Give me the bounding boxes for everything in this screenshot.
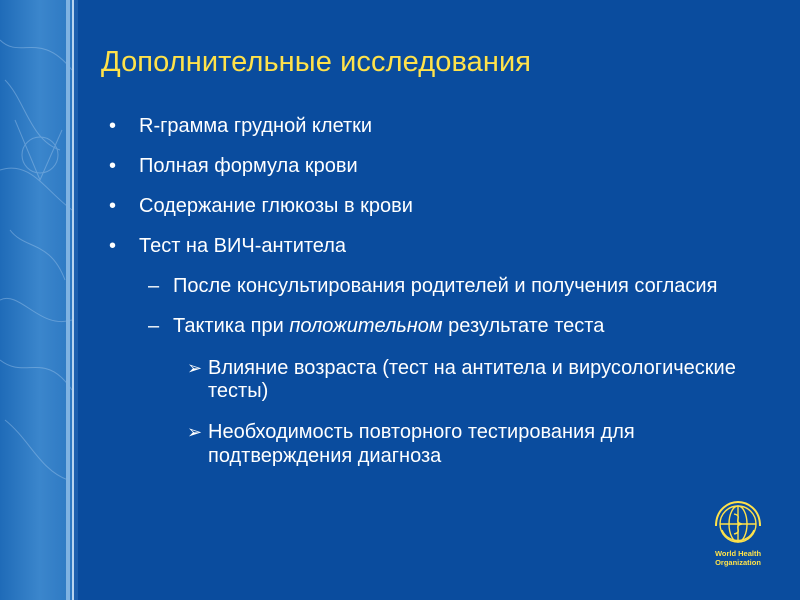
slide-title: Дополнительные исследования [101,46,532,78]
band-pattern [0,0,72,600]
decorative-side-band [0,0,72,600]
arrow-item-line: Необходимость повторного тестирования для [208,421,635,443]
band-line [74,0,78,600]
bullet-marker: • [109,155,117,177]
sub-bullet-text: результате теста [442,315,605,337]
sub-bullet-text: Тактика при [173,315,290,337]
arrow-marker: ➢ [187,422,203,442]
dash-marker: – [148,275,160,297]
dash-marker: – [148,315,160,337]
arrow-item-line: Влияние возраста (тест на антитела и вирусологические [208,357,736,379]
bullet-item: Тест на ВИЧ-антитела [139,235,347,257]
who-logo-text [706,549,770,567]
bullet-item: R-грамма грудной клетки [139,115,373,137]
bullet-marker: • [109,235,117,257]
bullet-marker: • [109,195,117,217]
sub-bullet-item: После консультирования родителей и получения согласия [173,275,718,297]
sub-bullet-item [173,314,604,338]
bullet-item: Содержание глюкозы в крови [139,195,413,217]
band-line [66,0,70,600]
arrow-item-line: подтверждения диагноза [208,445,442,467]
bullet-marker: • [109,115,117,137]
arrow-marker: ➢ [187,358,203,378]
logo-line: World Health [714,549,762,558]
bullet-item: Полная формула крови [139,155,358,177]
logo-line: Organization [715,558,761,567]
emphasized-word: положительном [289,315,443,337]
arrow-item-line: тесты) [208,380,269,402]
